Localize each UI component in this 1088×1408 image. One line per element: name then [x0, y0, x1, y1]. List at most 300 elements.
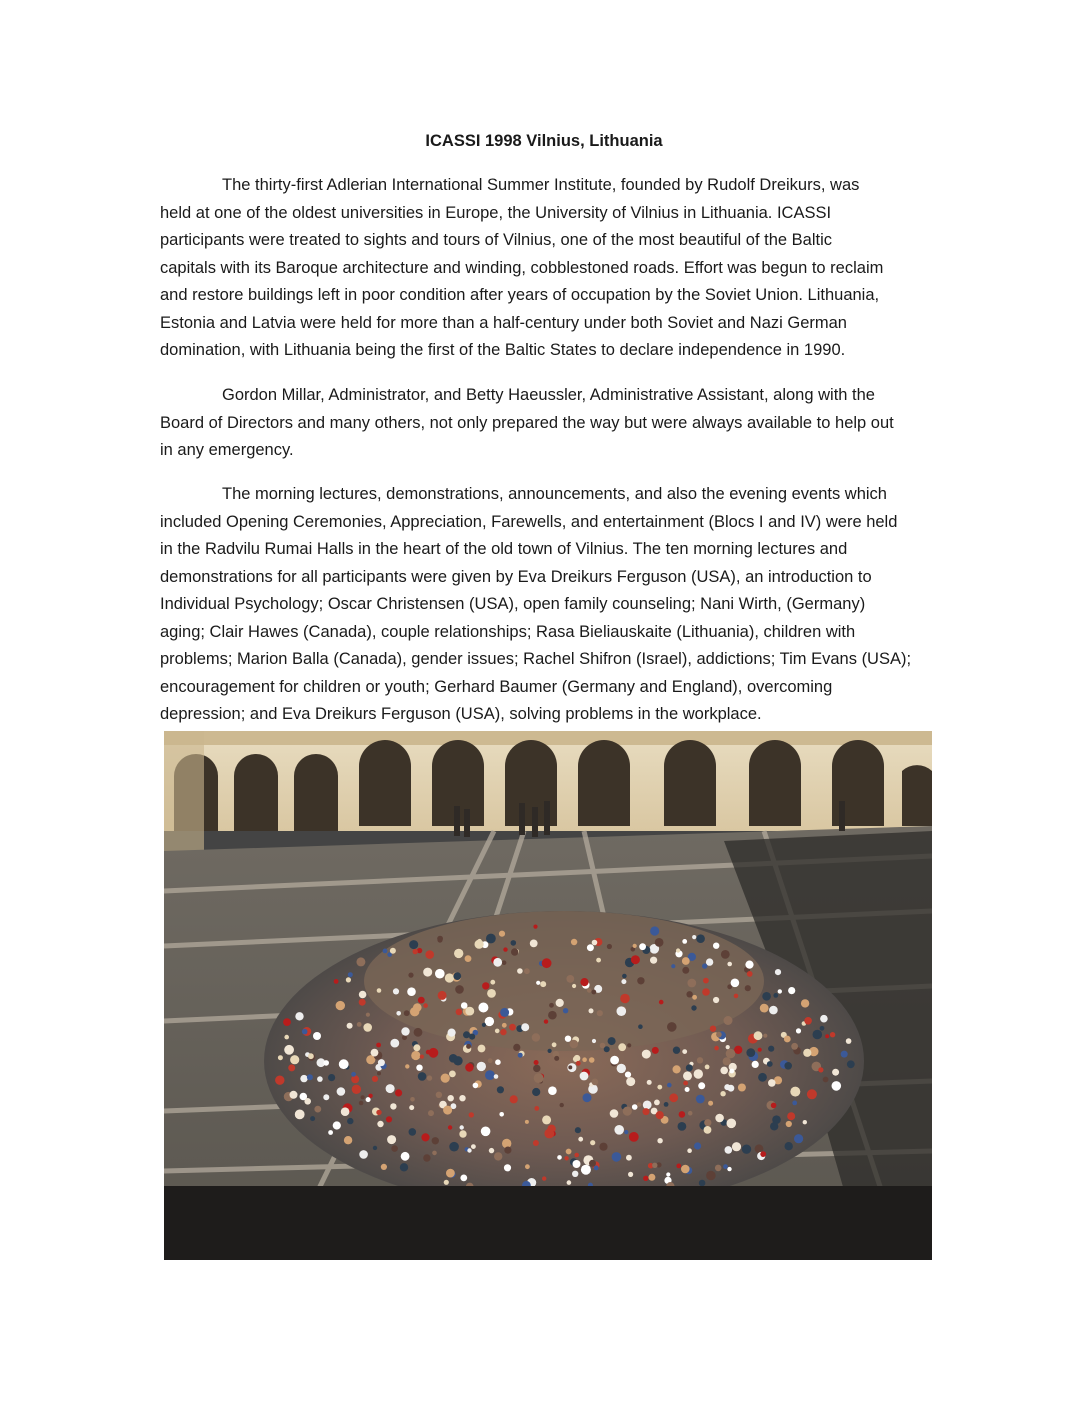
crowd-figure [773, 993, 778, 998]
crowd-figure [314, 1106, 321, 1113]
crowd-figure [409, 1105, 414, 1110]
crowd-figure [432, 1137, 439, 1144]
crowd-figure [708, 1101, 713, 1106]
crowd-figure [386, 1084, 395, 1093]
crowd-figure [804, 1017, 812, 1025]
crowd-figure [363, 1023, 372, 1032]
crowd-figure [742, 1145, 751, 1154]
crowd-figure [713, 943, 719, 949]
crowd-figure [497, 1086, 504, 1093]
crowd-figure [830, 1032, 835, 1037]
crowd-figure [565, 1036, 571, 1042]
crowd-figure [443, 1106, 452, 1115]
crowd-figure [438, 991, 447, 1000]
crowd-figure [495, 1059, 501, 1065]
crowd-figure [377, 988, 382, 993]
crowd-figure [336, 1001, 345, 1010]
crowd-figure [594, 1166, 599, 1171]
crowd-figure [846, 1038, 852, 1044]
crowd-figure [704, 1119, 711, 1126]
crowd-figure [378, 1059, 385, 1066]
crowd-figure [696, 934, 705, 943]
text-line: held at one of the oldest universities in Europe, the University of Vilnius in Lithuania. ICASSI [160, 203, 832, 222]
crowd-figure [666, 1172, 670, 1176]
crowd-figure [699, 1180, 706, 1187]
crowd-figure [548, 1086, 557, 1095]
crowd-figure [328, 1130, 333, 1135]
crowd-figure [300, 1075, 307, 1082]
crowd-figure [648, 1174, 655, 1181]
text-line: in any emergency. [160, 441, 294, 459]
crowd-figure [655, 938, 664, 947]
crowd-figure [771, 1103, 777, 1109]
crowd-figure [628, 1172, 633, 1177]
crowd-figure [596, 958, 601, 963]
crowd-figure [841, 1051, 848, 1058]
crowd-figure [652, 1163, 657, 1168]
crowd-figure [582, 1057, 587, 1062]
crowd-figure [401, 1027, 409, 1035]
crowd-figure [724, 1084, 730, 1090]
text-line: Individual Psychology; Oscar Christensen (USA), open family counseling; Nani Wirth, (Germany) [160, 595, 866, 613]
crowd-figure [481, 1127, 491, 1137]
crowd-figure [567, 1180, 572, 1185]
crowd-figure [376, 1043, 381, 1048]
crowd-figure [400, 1163, 408, 1171]
crowd-figure [396, 1011, 401, 1016]
crowd-figure [511, 948, 518, 955]
crowd-figure [784, 1062, 792, 1070]
crowd-figure [302, 1029, 308, 1035]
crowd-figure [504, 1147, 511, 1154]
crowd-figure [813, 1030, 823, 1040]
crowd-figure [477, 1062, 486, 1071]
crowd-figure [420, 1055, 424, 1059]
crowd-figure [517, 968, 523, 974]
crowd-figure [449, 1071, 456, 1078]
crowd-figure [371, 1049, 379, 1057]
crowd-figure [617, 1064, 626, 1073]
crowd-figure [486, 934, 496, 944]
crowd-figure [521, 1023, 529, 1031]
crowd-figure [571, 939, 577, 945]
crowd-figure [473, 1083, 479, 1089]
crowd-figure [413, 949, 418, 954]
crowd-figure [617, 1006, 627, 1016]
crowd-figure [788, 987, 795, 994]
crowd-figure [583, 1093, 592, 1102]
crowd-figure [697, 1057, 703, 1063]
crowd-figure [494, 1074, 499, 1079]
crowd-figure [715, 1114, 724, 1123]
crowd-figure [682, 1049, 687, 1054]
crowd-figure [323, 1094, 329, 1100]
crowd-figure [818, 1067, 823, 1072]
crowd-figure [692, 995, 697, 1000]
crowd-figure [825, 1034, 829, 1038]
crowd-figure [534, 1106, 539, 1111]
crowd-figure [589, 1057, 595, 1063]
crowd-figure [847, 1060, 855, 1068]
crowd-figure [647, 1080, 652, 1085]
crowd-figure [502, 960, 507, 965]
crowd-figure [448, 1095, 454, 1101]
text-line: The thirty-first Adlerian International Summer Institute, founded by Rudolf Dreikurs, was [222, 176, 860, 194]
crowd-figure [544, 1129, 554, 1139]
crowd-figure [727, 1119, 737, 1129]
crowd-figure [469, 1112, 474, 1117]
crowd-figure [592, 940, 598, 946]
crowd-figure [692, 935, 696, 939]
crowd-figure [459, 1130, 466, 1137]
crowd-figure [393, 988, 399, 994]
crowd-figure [787, 1112, 795, 1120]
crowd-figure [796, 1028, 801, 1033]
crowd-figure [525, 1164, 530, 1169]
crowd-figure [499, 1112, 504, 1117]
crowd-figure [632, 1104, 638, 1110]
crowd-figure [580, 1072, 589, 1081]
crowd-figure [525, 1120, 529, 1124]
crowd-figure [573, 1160, 581, 1168]
text-line: depression; and Eva Dreikurs Ferguson (USA), solving problems in the workplace. [160, 705, 762, 723]
crowd-figure [359, 1101, 364, 1106]
crowd-figure [786, 1121, 792, 1127]
crowd-figure [714, 1046, 719, 1051]
paragraph-lectures [160, 481, 972, 729]
crowd-figure [428, 1110, 434, 1116]
crowd-figure [533, 925, 537, 929]
crowd-figure [754, 1031, 763, 1040]
crowd-figure [530, 940, 538, 948]
crowd-figure [445, 973, 454, 982]
crowd-figure [686, 1064, 693, 1071]
crowd-figure [590, 1140, 595, 1145]
text-line: and restore buildings left in poor condition after years of occupation by the Soviet Union. Lithuania, [160, 286, 880, 304]
crowd-figure [667, 1022, 677, 1032]
crowd-figure [304, 1098, 311, 1105]
crowd-figure [467, 1148, 471, 1152]
text-line: demonstrations for all participants were given by Eva Dreikurs Ferguson (USA), an introduction to [160, 567, 872, 586]
crowd-figure [351, 1075, 359, 1083]
crowd-figure [820, 1015, 828, 1023]
crowd-figure [313, 1032, 321, 1040]
crowd-figure [366, 1097, 371, 1102]
crowd-figure [509, 1024, 516, 1031]
crowd-figure [357, 1022, 362, 1027]
crowd-figure [673, 1065, 681, 1073]
crowd-figure [643, 1108, 650, 1115]
crowd-figure [620, 994, 630, 1004]
crowd-figure [650, 957, 657, 964]
crowd-figure [652, 1047, 659, 1054]
crowd-figure [485, 1017, 494, 1026]
crowd-figure [524, 968, 530, 974]
crowd-figure [725, 1146, 733, 1154]
crowd-figure [566, 1149, 572, 1155]
crowd-figure [413, 1044, 420, 1051]
crowd-figure [465, 1007, 474, 1016]
crowd-figure [414, 1028, 423, 1037]
crowd-figure [471, 1144, 476, 1149]
crowd-figure [745, 961, 753, 969]
crowd-figure [807, 1089, 817, 1099]
crowd-figure [687, 979, 696, 988]
crowd-figure [752, 1061, 759, 1068]
crowd-figure [441, 1074, 450, 1083]
crowd-figure [307, 1074, 313, 1080]
crowd-figure [785, 1142, 793, 1150]
crowd-figure [734, 1046, 742, 1054]
crowd-figure [638, 1024, 643, 1029]
crowd-figure [721, 950, 730, 959]
crowd-figure [832, 1081, 842, 1091]
crowd-figure [671, 964, 675, 968]
crowd-figure [732, 1142, 741, 1151]
crowd-figure [791, 1043, 798, 1050]
crowd-figure [587, 944, 594, 951]
crowd-figure [446, 1169, 455, 1178]
crowd-figure [710, 1026, 716, 1032]
crowd-figure [592, 1079, 599, 1086]
crowd-figure [803, 1049, 811, 1057]
crowd-figure [511, 940, 517, 946]
crowd-figure [421, 1133, 429, 1141]
crowd-figure [544, 1019, 548, 1023]
crowd-figure [587, 988, 592, 993]
crowd-figure [681, 1165, 690, 1174]
crowd-figure [485, 1070, 495, 1080]
crowd-figure [790, 1087, 800, 1097]
crowd-figure [455, 985, 464, 994]
crowd-figure [720, 1067, 728, 1075]
crowd-figure [784, 1036, 791, 1043]
crowd-figure [351, 1072, 356, 1077]
crowd-figure [542, 1176, 546, 1180]
crowd-figure [377, 1121, 383, 1127]
crowd-figure [687, 1148, 692, 1153]
crowd-figure [499, 931, 505, 937]
crowd-figure [694, 1069, 703, 1078]
crowd-figure [614, 1125, 624, 1135]
crowd-figure [763, 1034, 767, 1038]
crowd-figure [726, 1049, 736, 1059]
crowd-figure [454, 949, 463, 958]
text-line: encouragement for children or youth; Gerhard Baumer (Germany and England), overcoming [160, 677, 833, 696]
crowd-figure [643, 1101, 652, 1110]
crowd-figure [574, 1055, 581, 1062]
crowd-figure [548, 1049, 552, 1053]
crowd-figure [466, 1044, 471, 1049]
text-line: The morning lectures, demonstrations, announcements, and also the evening events which [222, 485, 887, 503]
crowd-figure [607, 944, 612, 949]
crowd-figure [334, 979, 339, 984]
crowd-figure [572, 1171, 578, 1177]
crowd-figure [762, 992, 771, 1001]
crowd-figure [731, 979, 740, 988]
crowd-figure [283, 1018, 291, 1026]
crowd-figure [820, 1026, 825, 1031]
crowd-figure [435, 969, 445, 979]
crowd-figure [423, 968, 432, 977]
crowd-figure [624, 1130, 628, 1134]
crowd-figure [801, 999, 809, 1007]
crowd-figure [727, 1167, 731, 1171]
crowd-figure [592, 1039, 596, 1043]
crowd-figure [391, 1145, 398, 1152]
crowd-figure [626, 1155, 632, 1161]
crowd-figure [494, 1152, 502, 1160]
crowd-figure [629, 1132, 639, 1142]
crowd-figure [657, 1138, 662, 1143]
crowd-figure [659, 1000, 664, 1005]
crowd-figure [284, 1045, 294, 1055]
crowd-figure [745, 985, 751, 991]
crowd-figure [704, 1126, 712, 1134]
crowd-figure [654, 1100, 660, 1106]
crowd-figure [823, 1077, 829, 1083]
crowd-figure [580, 978, 588, 986]
text-line: domination, with Lithuania being the first of the Baltic States to declare independence in 1990. [160, 341, 846, 359]
crowd-figure [716, 1032, 722, 1038]
text-line: Gordon Millar, Administrator, and Betty Haeussler, Administrative Assistant, along with the [222, 386, 875, 404]
crowd-figure [622, 974, 627, 979]
crowd-figure [448, 1029, 456, 1037]
crowd-figure [534, 1073, 544, 1083]
crowd-figure [683, 1071, 692, 1080]
crowd-figure [373, 1146, 377, 1150]
crowd-figure [738, 1084, 746, 1092]
crowd-figure [449, 1054, 458, 1063]
crowd-figure [278, 1055, 283, 1060]
crowd-figure [597, 1010, 603, 1016]
crowd-figure [572, 984, 576, 988]
crowd-figure [552, 1042, 557, 1047]
text-line: participants were treated to sights and tours of Vilnius, one of the most beautiful of the Baltic [160, 231, 832, 249]
crowd-figure [760, 1151, 766, 1157]
crowd-figure [723, 1164, 728, 1169]
crowd-figure [487, 989, 496, 998]
crowd-figure [495, 1029, 500, 1034]
crowd-figure [703, 978, 709, 984]
crowd-figure [685, 1087, 690, 1092]
crowd-figure [290, 1055, 299, 1064]
crowd-figure [557, 1155, 562, 1160]
crowd-figure [676, 948, 680, 952]
crowd-figure [637, 977, 644, 984]
crowd-figure [803, 1120, 807, 1124]
crowd-figure [463, 1031, 470, 1038]
crowd-figure [344, 1136, 352, 1144]
crowd-figure [667, 1083, 672, 1088]
crowd-figure [489, 1148, 494, 1153]
crowd-figure [768, 1046, 774, 1052]
crowd-figure [581, 1165, 591, 1175]
crowd-figure [650, 926, 659, 935]
crowd-figure [589, 1160, 596, 1167]
crowd-figure [724, 1016, 733, 1025]
crowd-figure [746, 1048, 755, 1057]
crowd-figure [682, 967, 689, 974]
crowd-figure [460, 1125, 464, 1129]
crowd-figure [518, 1053, 523, 1058]
crowd-figure [775, 969, 781, 975]
crowd-figure [356, 957, 365, 966]
crowd-figure [432, 1151, 437, 1156]
crowd-figure [568, 1065, 572, 1069]
crowd-figure [627, 1043, 631, 1047]
crowd-figure [560, 1103, 564, 1107]
crowd-figure [352, 1085, 361, 1094]
crowd-figure [390, 1039, 399, 1048]
crowd-figure [536, 981, 540, 985]
crowd-figure [570, 1040, 579, 1049]
crowd-figure [599, 1143, 607, 1151]
crowd-figure [608, 1037, 616, 1045]
crowd-figure [482, 982, 489, 989]
crowd-figure [610, 1109, 619, 1118]
crowd-figure [621, 979, 626, 984]
crowd-figure [404, 1010, 410, 1016]
crowd-figure [625, 1072, 631, 1078]
crowd-figure [475, 940, 484, 949]
crowd-figure [456, 1009, 463, 1016]
crowd-figure [323, 1060, 329, 1066]
crowd-figure [410, 1007, 419, 1016]
crowd-figure [576, 1061, 581, 1066]
crowd-figure [377, 1071, 381, 1075]
crowd-figure [465, 955, 472, 962]
crowd-figure [747, 971, 753, 977]
crowd-figure [642, 1050, 651, 1059]
crowd-figure [633, 944, 637, 948]
crowd-figure [308, 1053, 314, 1059]
crowd-figure [461, 1002, 468, 1009]
crowd-figure [669, 1093, 678, 1102]
crowd-figure [760, 1004, 769, 1013]
crowd-figure [437, 936, 443, 942]
crowd-figure [694, 1142, 701, 1149]
crowd-figure [359, 999, 366, 1006]
crowd-figure [686, 991, 692, 997]
crowd-figure [566, 975, 574, 983]
crowd-figure [758, 1073, 767, 1082]
crowd-figure [429, 1048, 439, 1058]
crowd-figure [656, 1111, 664, 1119]
crowd-figure [275, 1076, 284, 1085]
crowd-figure [284, 1035, 289, 1040]
crowd-figure [623, 1107, 632, 1116]
crowd-figure [333, 1121, 341, 1129]
crowd-figure [679, 1111, 686, 1118]
crowd-figure [408, 973, 413, 978]
crowd-figure [410, 1097, 415, 1102]
crowd-figure [372, 1076, 378, 1082]
crowd-figure [390, 1103, 396, 1109]
crowd-figure [418, 997, 425, 1004]
crowd-figure [453, 972, 461, 980]
crowd-figure [532, 1088, 540, 1096]
crowd-figure [490, 980, 495, 985]
crowd-figure [618, 1043, 626, 1051]
crowd-figure [401, 1152, 410, 1161]
text-line: included Opening Ceremonies, Appreciation, Farewells, and entertainment (Blocs I and IV) were held [160, 512, 898, 531]
crowd-figure [390, 948, 396, 954]
crowd-figure [418, 1072, 427, 1081]
crowd-figure [532, 1033, 540, 1041]
crowd-figure [449, 1142, 459, 1152]
crowd-figure [556, 999, 564, 1007]
